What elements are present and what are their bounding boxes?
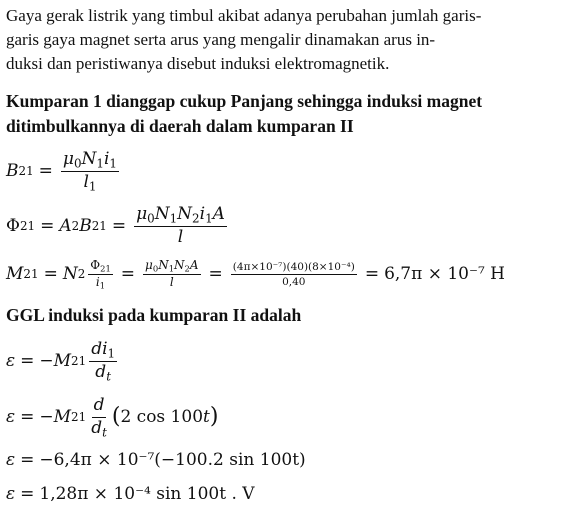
fraction-b21: $\frac{\mu_0N_1i_1}{l_1}$ [62, 149, 117, 194]
equation-emf-general: ε = − M 21 $\frac{di_1}{d_t}$ [6, 339, 116, 384]
equation-b21: B 21 = $\frac{\mu_0N_1i_1}{l_1}$ [6, 149, 117, 194]
fraction-flux: $\frac{\mu_0N_1N_2i_1A}{l}$ [136, 204, 225, 247]
intro-line-3: duksi dan peristiwanya disebut induksi elektromagnetik. [6, 54, 390, 73]
heading-kumparan [6, 89, 582, 139]
fraction-di-dt: $\frac{di_1}{d_t}$ [91, 339, 116, 384]
mutual-inductance-result: 6,7π × 10⁻⁷ H [384, 264, 505, 285]
heading-kumparan-line-2: ditimbulkannya di daerah dalam kumparan II [6, 116, 354, 136]
heading-ggl-line: GGL induksi pada kumparan II adalah [6, 305, 302, 325]
fraction-numeric: $\frac{\text{(4π×10⁻⁷)(40)(8×10⁻⁴)}}{0,40}$ [232, 260, 355, 288]
equation-emf-numeric: ε = −6,4π × 10⁻⁷(−100.2 sin 100t) [6, 450, 306, 470]
heading-ggl [6, 303, 582, 328]
intro-paragraph [6, 4, 580, 76]
intro-line-2: garis gaya magnet serta arus yang mengalir dinamakan arus in- [6, 30, 436, 49]
equation-flux: Φ 21 = A 2 B 21 = $\frac{\mu_0N_1N_2i_1A}{l}$ [6, 204, 225, 247]
intro-line-1: Gaya gerak listrik yang timbul akibat adanya perubahan jumlah garis- [6, 6, 482, 25]
heading-kumparan-line-1: Kumparan 1 dianggap cukup Panjang sehingga induksi magnet [6, 91, 483, 111]
fraction-flux-over-current: $\frac{\Phi_{21}}{i_1}$ [90, 258, 111, 291]
equation-mutual-inductance: M 21 = N 2 $\frac{\Phi_{21}}{i_1}$ = $\frac{\mu_0N_1N_2A}{l}$ = $\frac{\text{(4π×10⁻⁷)(40)(8×10⁻⁴)}}{0,40}$ = 6,7π × 10⁻⁷ H [6, 258, 505, 291]
fraction-symbolic: $\frac{\mu_0N_1N_2A}{l}$ [145, 258, 199, 289]
equation-emf-result: ε = 1,28π × 10⁻⁴ sin 100t . V [6, 484, 255, 504]
equation-emf-substituted: ε = − M 21 $\frac{d}{d_t}$ ( 2 cos 100t ) [6, 395, 219, 440]
fraction-d-dt: $\frac{d}{d_t}$ [91, 395, 107, 440]
